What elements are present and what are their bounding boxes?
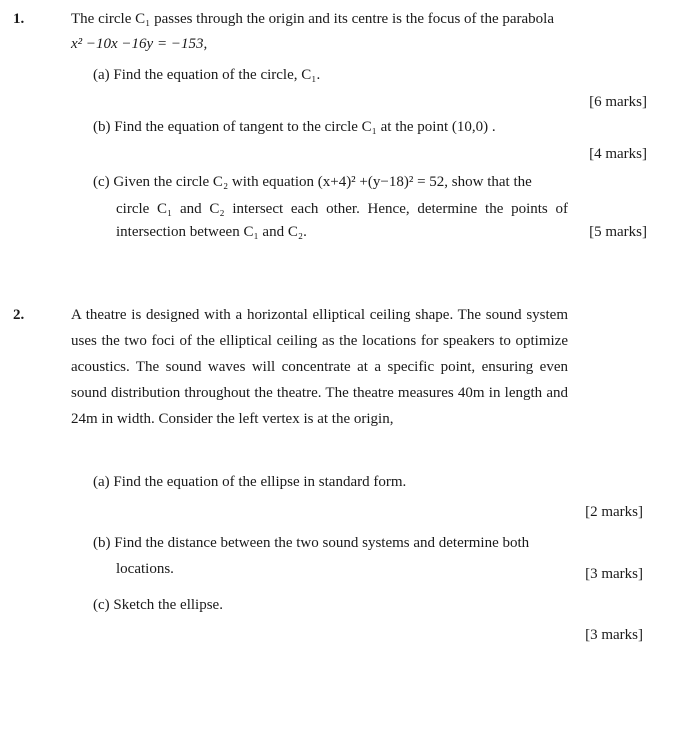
question-1b-marks: [4 marks] (589, 146, 647, 162)
question-1a-text: (a) Find the equation of the circle, C₁. (93, 67, 321, 83)
question-1c-line3: intersection between C₁ and C₂. (116, 224, 307, 240)
question-1c-line1: (c) Given the circle C₂ with equation (x+4)² +(y−18)² = 52, show that the (93, 174, 532, 190)
question-2-number: 2. (13, 307, 25, 323)
question-1-intro-line2: x² −10x −16y = −153, (71, 36, 208, 52)
question-2a-text: (a) Find the equation of the ellipse in standard form. (93, 474, 407, 490)
question-2-intro-line: uses the two foci of the elliptical ceiling as the locations for speakers to optimize (71, 333, 568, 349)
question-2a-marks: [2 marks] (585, 504, 643, 520)
question-1a-marks: [6 marks] (589, 94, 647, 110)
question-2-intro-line: A theatre is designed with a horizontal elliptical ceiling shape. The sound system (71, 307, 568, 323)
question-1c-line2: circle C₁ and C₂ intersect each other. Hence, determine the points of (116, 201, 568, 217)
question-1-number: 1. (13, 11, 25, 27)
question-2b-line2: locations. (116, 561, 174, 577)
question-2-intro (71, 302, 568, 432)
question-1c-marks: [5 marks] (589, 224, 647, 240)
question-2-intro-line: acoustics. The sound waves will concentrate at a specific point, ensuring even (71, 359, 568, 375)
question-2c-marks: [3 marks] (585, 627, 643, 643)
question-2-intro-line: sound distribution throughout the theatre. The theatre measures 40m in length and (71, 385, 568, 401)
question-2c-text: (c) Sketch the ellipse. (93, 597, 223, 613)
question-2-intro-line: 24m in width. Consider the left vertex is at the origin, (71, 411, 394, 427)
question-2b-marks: [3 marks] (585, 566, 643, 582)
question-2b-line1: (b) Find the distance between the two sound systems and determine both (93, 535, 530, 551)
question-1-intro-line1: The circle C₁ passes through the origin and its centre is the focus of the parabola (71, 11, 554, 27)
question-1b-text: (b) Find the equation of tangent to the circle C₁ at the point (10,0) . (93, 119, 496, 135)
